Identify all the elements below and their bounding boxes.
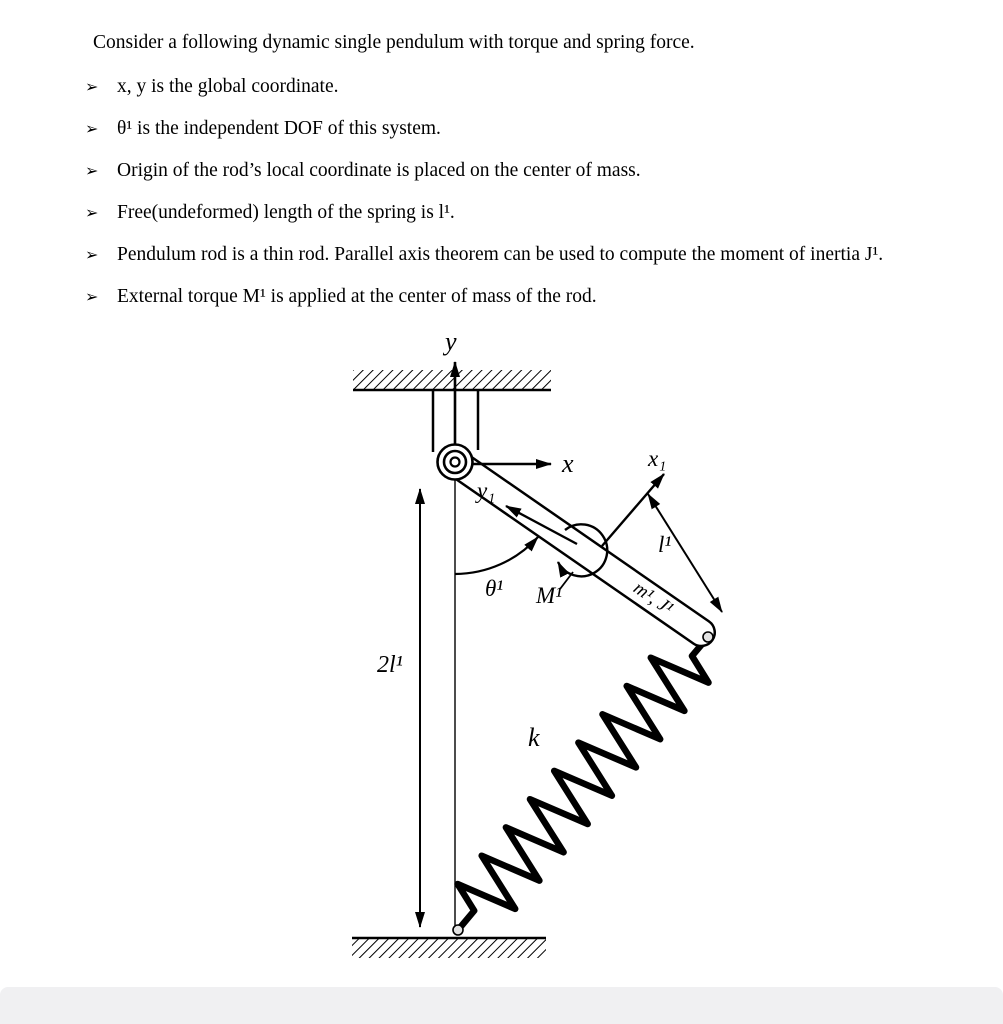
bullet-text: Free(undeformed) length of the spring is l¹. bbox=[117, 202, 455, 223]
bullet-arrow-icon: ➢ bbox=[85, 203, 99, 222]
floor-hatch-fill bbox=[352, 938, 546, 958]
bullet-text: External torque M¹ is applied at the center of mass of the rod. bbox=[117, 286, 597, 307]
rod-length-label: l¹ bbox=[658, 532, 672, 557]
window-bottom-strip bbox=[0, 987, 1003, 1024]
bullet-arrow-icon: ➢ bbox=[85, 287, 99, 306]
rod-outline bbox=[433, 441, 720, 651]
y-axis-label: y bbox=[445, 327, 457, 356]
bullet-arrow-icon: ➢ bbox=[85, 77, 99, 96]
bullet-text: θ¹ is the independent DOF of this system. bbox=[117, 118, 441, 139]
y1-axis-label: y₁ bbox=[477, 478, 496, 503]
floor-hatch bbox=[352, 938, 546, 958]
spring-top-anchor bbox=[703, 632, 713, 642]
bullet-text: x, y is the global coordinate. bbox=[117, 76, 339, 97]
bullet-text: Origin of the rod’s local coordinate is placed on the center of mass. bbox=[117, 160, 641, 181]
x1-axis-label: x₁ bbox=[648, 446, 667, 471]
bullet-arrow-icon: ➢ bbox=[85, 245, 99, 264]
spring-stiffness-label: k bbox=[528, 723, 540, 752]
theta-angle-arc bbox=[455, 537, 538, 574]
spring-coil bbox=[458, 637, 709, 930]
page-title: Consider a following dynamic single pendulum with torque and spring force. bbox=[93, 32, 695, 53]
x1-axis-arrow bbox=[602, 474, 664, 546]
rod-mass-inertia-label: m¹, J¹ bbox=[629, 577, 677, 620]
pendulum-rod bbox=[433, 441, 720, 651]
bullet-arrow-icon: ➢ bbox=[85, 161, 99, 180]
ceiling-hatch-fill bbox=[353, 370, 551, 390]
bullet-arrow-icon: ➢ bbox=[85, 119, 99, 138]
x-axis-label: x bbox=[562, 449, 574, 478]
pivot-joint bbox=[438, 445, 473, 480]
ceiling-hatch bbox=[353, 370, 551, 390]
pivot-center-pin bbox=[451, 458, 460, 467]
torque-label: M¹ bbox=[536, 583, 563, 608]
spring-bottom-anchor bbox=[453, 925, 463, 935]
height-label: 2l¹ bbox=[377, 652, 403, 678]
theta-label: θ¹ bbox=[485, 576, 504, 601]
bullet-text: Pendulum rod is a thin rod. Parallel axis theorem can be used to compute the moment of inertia J¹. bbox=[117, 244, 884, 265]
